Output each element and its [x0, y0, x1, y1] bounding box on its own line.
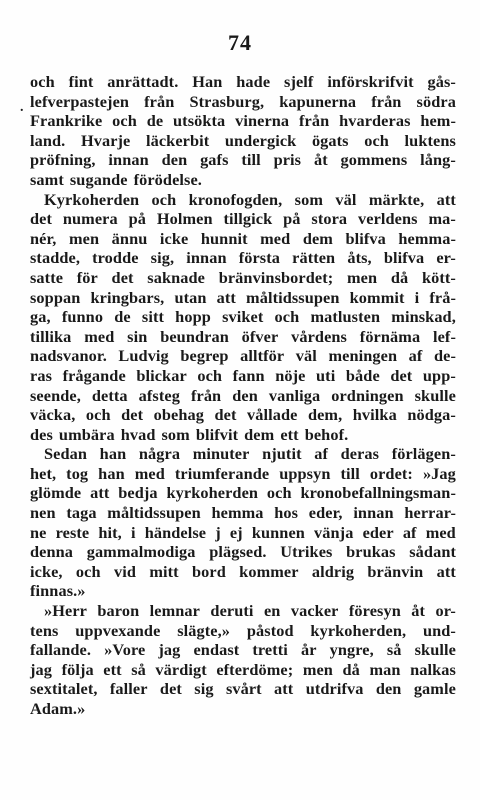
paragraph: [30, 190, 456, 445]
paragraph: [30, 601, 456, 719]
text-line: väcka, och det obehag det vållade dem, hvilka nödga-: [30, 405, 456, 425]
text-line: des umbära hvad som blifvit dem ett behof.: [30, 424, 349, 444]
text-line: tens uppvexande slägte,» påstod kyrkoherden, und-: [30, 620, 456, 640]
text-line: stadde, trodde sig, innan första rätten åts, blifva er-: [30, 248, 456, 268]
margin-mark: .: [20, 100, 24, 115]
text-line: denna gammalmodiga plägsed. Utrikes brukas sådant: [30, 542, 456, 562]
text-line: ne reste hit, i händelse j ej kunnen vänja eder af med: [30, 522, 456, 542]
text-line: icke, och vid mitt bord kommer aldrig bränvin att: [30, 561, 456, 581]
text-line: samt sugande förödelse.: [30, 169, 202, 189]
paragraph: [30, 72, 456, 190]
text-line: land. Hvarje läckerbit undergick ögats och luktens: [30, 130, 456, 150]
text-line: Adam.»: [30, 699, 86, 718]
text-line: glömde att bedja kyrkoherden och kronobefallningsman-: [30, 483, 456, 503]
text-line: tillika med sin beundran öfver vårdens förnäma lef-: [30, 326, 456, 346]
text-line: och fint anrättadt. Han hade sjelf införskrifvit gås-: [30, 72, 456, 91]
text-line: seende, detta afsteg från den vanliga ordningen skulle: [30, 385, 456, 405]
text-line: Kyrkoherden och kronofogden, som väl märkte, att: [44, 189, 456, 209]
text-line: ras frågande blickar och fann nöje uti både det upp-: [30, 365, 456, 385]
text-line: jag följa ett så värdigt efterdöme; men då man nalkas: [30, 659, 456, 679]
text-line: sextitalet, faller det sig svårt att utdrifva den gamle: [30, 679, 456, 699]
page-number: 74: [228, 30, 252, 55]
text-line: det numera på Holmen tillgick på stora verldens ma-: [30, 209, 456, 229]
text-line: ga, funno de sitt hopp sviket och matlusten minskad,: [30, 307, 456, 327]
text-line: Sedan han några minuter njutit af deras förlägen-: [44, 444, 456, 464]
text-line: »Herr baron lemnar deruti en vacker föresyn åt or-: [44, 601, 456, 621]
text-line: finnas.»: [30, 581, 86, 601]
text-line: nadsvanor. Ludvig begrep alltför väl meningen af de-: [30, 346, 456, 366]
text-line: pröfning, innan den gafs till pris åt gommens lång-: [30, 150, 456, 170]
text-line: fallande. »Vore jag endast tretti år yngre, så skulle: [30, 640, 456, 660]
text-line: nen taga måltidssupen hemma hos eder, innan herrar-: [30, 503, 456, 523]
text-line: nér, men ännu icke hunnit med dem blifva hemma-: [30, 228, 456, 248]
text-line: soppan kringbars, utan att måltidssupen kommit i frå-: [30, 287, 456, 307]
text-line: lefverpastejen från Strasburg, kapunerna från södra: [30, 91, 456, 111]
text-line: satte för det saknade bränvinsbordet; men då kött-: [30, 267, 456, 287]
paragraph: [30, 444, 456, 601]
body-text: [30, 72, 456, 719]
text-line: Frankrike och de utsökta vinerna från hvarderas hem-: [30, 111, 456, 131]
text-line: het, tog han med triumferande uppsyn till ordet: »Jag: [30, 463, 456, 483]
